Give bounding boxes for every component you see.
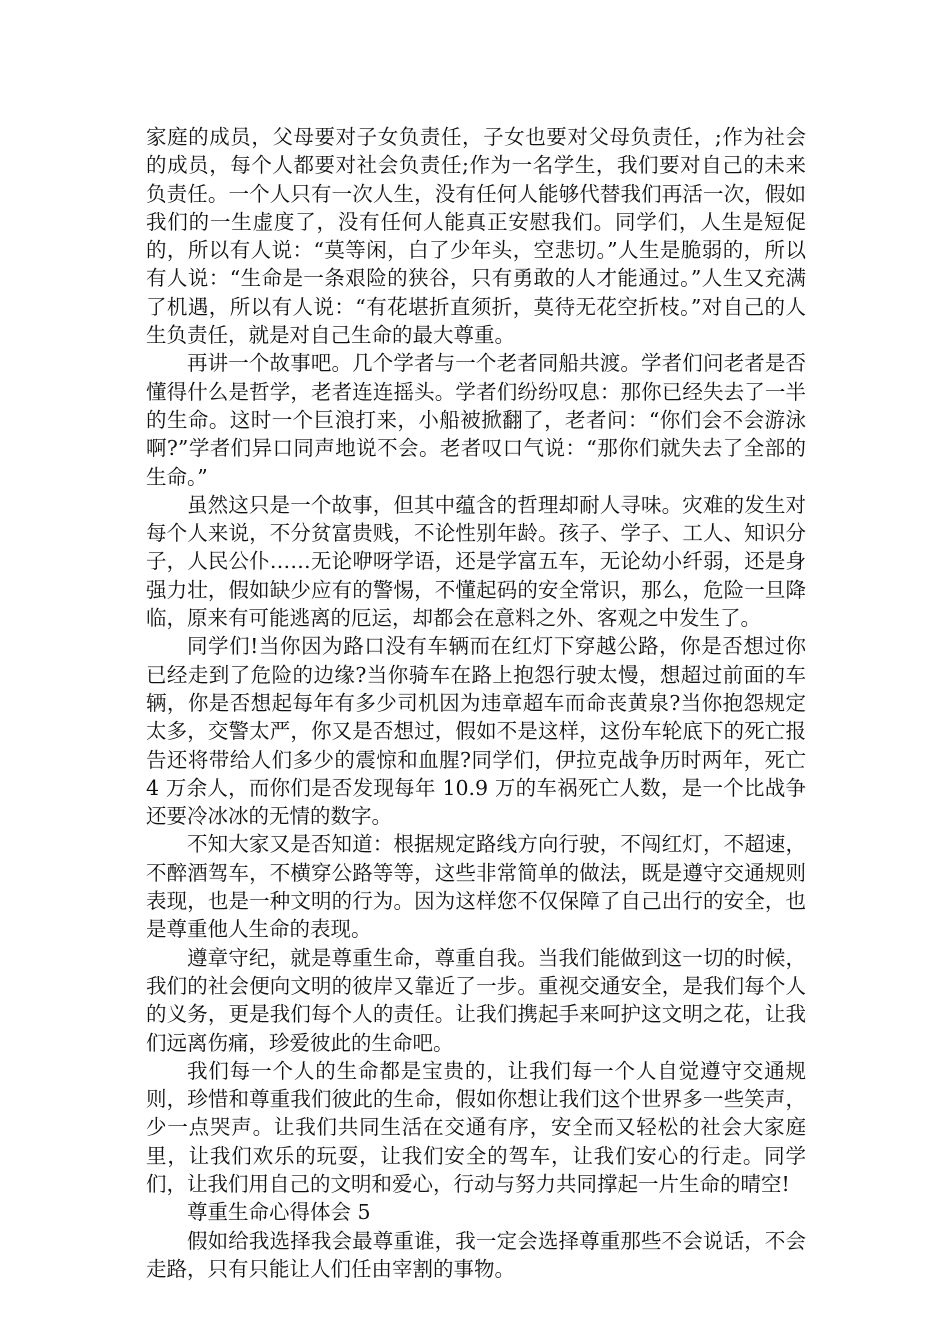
paragraph-scholar-story: 再讲一个故事吧。几个学者与一个老者同船共渡。学者们问老者是否懂得什么是哲学，老者连连摇头。学者们纷纷叹息：那你已经失去了一半的生命。这时一个巨浪打来，小船被掀翻了，老者问：“你们会不会游泳啊?”学者们异口同声地说不会。老者叹口气说：“那你们就失去了全部的生命。” <box>146 351 806 489</box>
document-body <box>146 123 806 1283</box>
paragraph-responsibility: 家庭的成员，父母要对子女负责任，子女也要对父母负责任，;作为社会的成员，每个人都要对社会负责任;作为一名学生，我们要对自己的未来负责任。一个人只有一次人生，没有任何人能够代替我们再活一次，假如我们的一生虚度了，没有任何人能真正安慰我们。同学们，人生是短促的，所以有人说：“莫等闲，白了少年头，空悲切。”人生是脆弱的，所以有人说：“生命是一条艰险的狭谷，只有勇敢的人才能通过。”人生又充满了机遇，所以有人说：“有花堪折直须折，莫待无花空折枝。”对自己的人生负责任，就是对自己生命的最大尊重。 <box>146 125 806 348</box>
paragraph-respect-choice: 假如给我选择我会最尊重谁，我一定会选择尊重那些不会说话，不会走路，只有只能让人们任由宰割的事物。 <box>146 1228 806 1281</box>
paragraph-traffic-rules: 不知大家又是否知道：根据规定路线方向行驶，不闯红灯，不超速，不醉酒驾车，不横穿公路等等，这些非常简单的做法，既是遵守交通规则表现，也是一种文明的行为。因为这样您不仅保障了自己出行的安全，也是尊重他人生命的表现。 <box>146 832 806 942</box>
paragraph-cherish-life: 我们每一个人的生命都是宝贵的，让我们每一个人自觉遵守交通规则，珍惜和尊重我们彼此的生命，假如你想让我们这个世界多一些笑声，少一点哭声。让我们共同生活在交通有序，安全而又轻松的社会大家庭里，让我们欢乐的玩耍，让我们安全的驾车，让我们安心的行走。同学们，让我们用自己的文明和爱心，行动与努力共同撑起一片生命的晴空! <box>146 1058 806 1196</box>
paragraph-obey-rules: 遵章守纪，就是尊重生命，尊重自我。当我们能做到这一切的时候，我们的社会便向文明的彼岸又靠近了一步。重视交通安全，是我们每个人的义务，更是我们每个人的责任。让我们携起手来呵护这文明之花，让我们远离伤痛，珍爱彼此的生命吧。 <box>146 945 806 1055</box>
section-heading: 尊重生命心得体会 5 <box>187 1200 371 1225</box>
paragraph-story-moral: 虽然这只是一个故事，但其中蕴含的哲理却耐人寻味。灾难的发生对每个人来说，不分贫富贵贱，不论性别年龄。孩子、学子、工人、知识分子，人民公仆……无论咿呀学语，还是学富五车，无论幼小纤弱，还是身强力壮，假如缺少应有的警惕，不懂起码的安全常识，那么，危险一旦降临，原来有可能逃离的厄运，却都会在意料之外、客观之中发生了。 <box>146 492 806 631</box>
paragraph-traffic-danger: 同学们!当你因为路口没有车辆而在红灯下穿越公路，你是否想过你已经走到了危险的边缘?当你骑车在路上抱怨行驶太慢，想超过前面的车辆，你是否想起每年有多少司机因为违章超车而命丧黄泉?当你抱怨规定太多，交警太严，你又是否想过，假如不是这样，这份车轮底下的死亡报告还将带给人们多少的震惊和血腥?同学们，伊拉克战争历时两年，死亡 4 万余人，而你们是否发现每年 10.9 万的车祸死亡人数，是一个比战争还要冷冰冰的无情的数字。 <box>146 634 806 829</box>
